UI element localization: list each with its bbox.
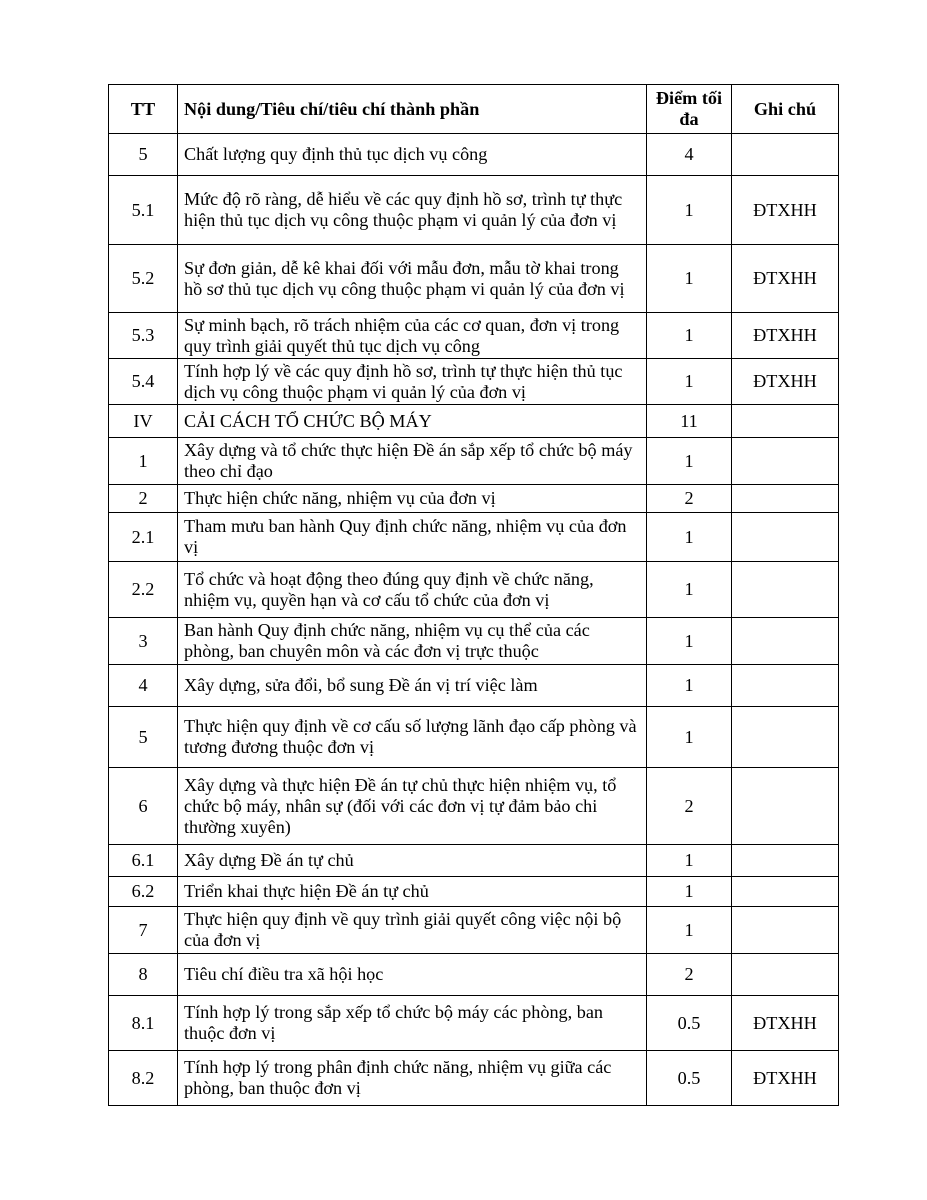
row-score: 1	[647, 845, 732, 877]
table-row	[109, 877, 839, 907]
row-score: 1	[647, 562, 732, 618]
row-score: 1	[647, 313, 732, 359]
row-note	[732, 485, 839, 513]
row-content: Tổ chức và hoạt động theo đúng quy định về chức năng, nhiệm vụ, quyền hạn và cơ cấu tổ chức của đơn vị	[178, 562, 647, 618]
table-row	[109, 513, 839, 562]
row-note	[732, 665, 839, 707]
row-content: Sự đơn giản, dễ kê khai đối với mẫu đơn, mẫu tờ khai trong hồ sơ thủ tục dịch vụ công thuộc phạm vi quản lý của đơn vị	[178, 245, 647, 313]
row-tt: 5	[109, 707, 178, 768]
row-note: ĐTXHH	[732, 313, 839, 359]
table-row	[109, 438, 839, 485]
table-row	[109, 845, 839, 877]
row-note	[732, 562, 839, 618]
row-note: ĐTXHH	[732, 996, 839, 1051]
row-content: Xây dựng và thực hiện Đề án tự chủ thực hiện nhiệm vụ, tổ chức bộ máy, nhân sự (đối với các đơn vị tự đảm bảo chi thường xuyên)	[178, 768, 647, 845]
row-score: 1	[647, 877, 732, 907]
table-row	[109, 134, 839, 176]
row-score: 2	[647, 768, 732, 845]
row-note	[732, 907, 839, 954]
row-score: 1	[647, 176, 732, 245]
row-content: Tiêu chí điều tra xã hội học	[178, 954, 647, 996]
row-note	[732, 438, 839, 485]
row-content: Tính hợp lý trong phân định chức năng, nhiệm vụ giữa các phòng, ban thuộc đơn vị	[178, 1051, 647, 1106]
table-row	[109, 1051, 839, 1106]
row-note	[732, 405, 839, 438]
row-score: 2	[647, 485, 732, 513]
row-tt: 6	[109, 768, 178, 845]
table-row	[109, 954, 839, 996]
row-score: 1	[647, 438, 732, 485]
table-row	[109, 907, 839, 954]
row-tt: 7	[109, 907, 178, 954]
table-row	[109, 245, 839, 313]
row-score: 4	[647, 134, 732, 176]
row-score: 2	[647, 954, 732, 996]
row-score: 11	[647, 405, 732, 438]
row-score: 0.5	[647, 1051, 732, 1106]
row-tt: 8.1	[109, 996, 178, 1051]
row-score: 1	[647, 907, 732, 954]
row-tt: 2	[109, 485, 178, 513]
row-tt: 8	[109, 954, 178, 996]
row-content: Thực hiện quy định về cơ cấu số lượng lãnh đạo cấp phòng và tương đương thuộc đơn vị	[178, 707, 647, 768]
row-note: ĐTXHH	[732, 359, 839, 405]
table-row	[109, 313, 839, 359]
row-note	[732, 877, 839, 907]
row-tt: 5.4	[109, 359, 178, 405]
row-content: Ban hành Quy định chức năng, nhiệm vụ cụ thể của các phòng, ban chuyên môn và các đơn vị trực thuộc	[178, 618, 647, 665]
row-score: 1	[647, 359, 732, 405]
row-score: 1	[647, 665, 732, 707]
header-note: Ghi chú	[732, 85, 839, 134]
row-score: 1	[647, 245, 732, 313]
row-tt: 5.1	[109, 176, 178, 245]
row-tt: 3	[109, 618, 178, 665]
row-tt: 1	[109, 438, 178, 485]
row-tt: 8.2	[109, 1051, 178, 1106]
row-content: Xây dựng Đề án tự chủ	[178, 845, 647, 877]
row-note: ĐTXHH	[732, 176, 839, 245]
row-content: Mức độ rõ ràng, dễ hiểu về các quy định hồ sơ, trình tự thực hiện thủ tục dịch vụ công thuộc phạm vi quản lý của đơn vị	[178, 176, 647, 245]
row-note: ĐTXHH	[732, 1051, 839, 1106]
document-page	[108, 84, 839, 1106]
row-tt: 2.2	[109, 562, 178, 618]
row-note	[732, 618, 839, 665]
row-content: Xây dựng, sửa đổi, bổ sung Đề án vị trí việc làm	[178, 665, 647, 707]
row-content: Thực hiện chức năng, nhiệm vụ của đơn vị	[178, 485, 647, 513]
row-score: 1	[647, 707, 732, 768]
row-note	[732, 845, 839, 877]
table-row	[109, 176, 839, 245]
table-row	[109, 562, 839, 618]
row-tt: 5.3	[109, 313, 178, 359]
row-content: Tính hợp lý về các quy định hồ sơ, trình tự thực hiện thủ tục dịch vụ công thuộc phạm vi quản lý của đơn vị	[178, 359, 647, 405]
row-content: Tính hợp lý trong sắp xếp tổ chức bộ máy các phòng, ban thuộc đơn vị	[178, 996, 647, 1051]
row-note	[732, 707, 839, 768]
row-tt: 4	[109, 665, 178, 707]
row-tt: 2.1	[109, 513, 178, 562]
header-content: Nội dung/Tiêu chí/tiêu chí thành phần	[178, 85, 647, 134]
table-row	[109, 996, 839, 1051]
row-note	[732, 954, 839, 996]
table-body	[109, 134, 839, 1106]
row-content: CẢI CÁCH TỔ CHỨC BỘ MÁY	[178, 405, 647, 438]
row-note: ĐTXHH	[732, 245, 839, 313]
row-note	[732, 134, 839, 176]
row-tt: 5	[109, 134, 178, 176]
table-row	[109, 618, 839, 665]
criteria-table	[108, 84, 839, 1106]
row-content: Tham mưu ban hành Quy định chức năng, nhiệm vụ của đơn vị	[178, 513, 647, 562]
row-content: Chất lượng quy định thủ tục dịch vụ công	[178, 134, 647, 176]
row-score: 0.5	[647, 996, 732, 1051]
row-content: Sự minh bạch, rõ trách nhiệm của các cơ quan, đơn vị trong quy trình giải quyết thủ tục dịch vụ công	[178, 313, 647, 359]
row-content: Xây dựng và tổ chức thực hiện Đề án sắp xếp tổ chức bộ máy theo chỉ đạo	[178, 438, 647, 485]
row-note	[732, 768, 839, 845]
table-row	[109, 359, 839, 405]
row-tt: 5.2	[109, 245, 178, 313]
row-tt: IV	[109, 405, 178, 438]
row-score: 1	[647, 618, 732, 665]
header-tt: TT	[109, 85, 178, 134]
table-row	[109, 768, 839, 845]
table-row	[109, 665, 839, 707]
row-tt: 6.2	[109, 877, 178, 907]
row-note	[732, 513, 839, 562]
table-row	[109, 485, 839, 513]
row-tt: 6.1	[109, 845, 178, 877]
row-score: 1	[647, 513, 732, 562]
table-row	[109, 405, 839, 438]
table-row	[109, 707, 839, 768]
header-score: Điểm tối đa	[647, 85, 732, 134]
table-header-row	[109, 85, 839, 134]
row-content: Thực hiện quy định về quy trình giải quyết công việc nội bộ của đơn vị	[178, 907, 647, 954]
row-content: Triển khai thực hiện Đề án tự chủ	[178, 877, 647, 907]
